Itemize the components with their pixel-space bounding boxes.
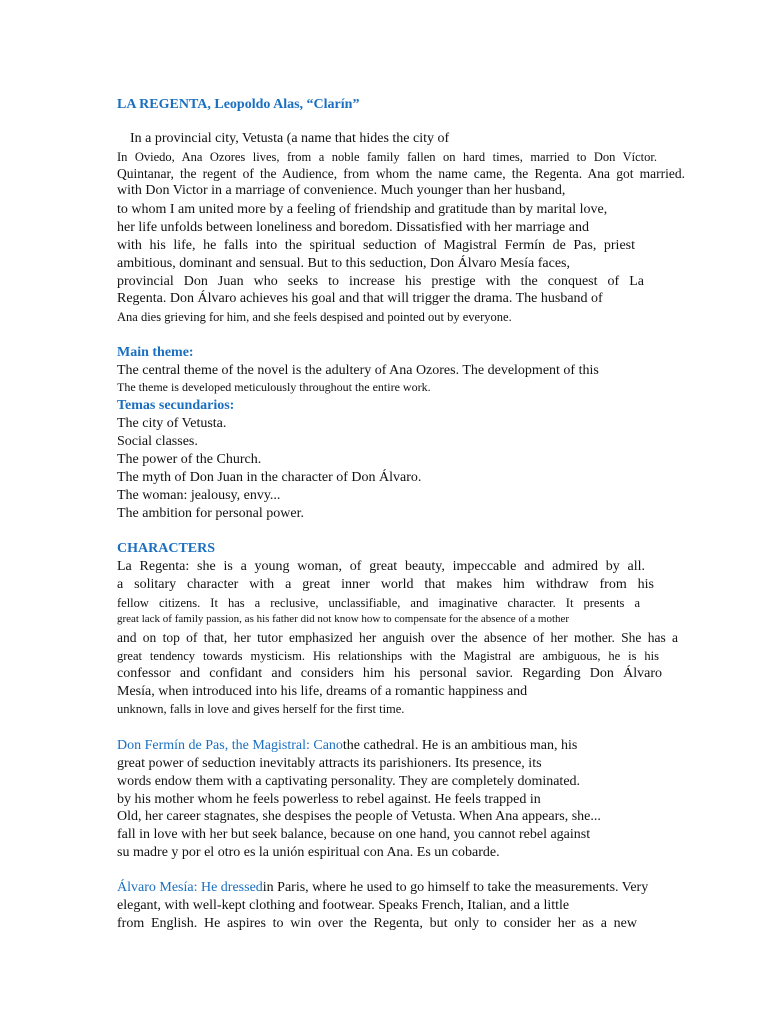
intro-line: provincial Don Juan who seeks to increase his prestige with the conquest of La (117, 274, 644, 289)
secondary-theme-item: The ambition for personal power. (117, 506, 305, 521)
secondary-theme-item: The myth of Don Juan in the character of Don Álvaro. (117, 470, 422, 485)
fermin-line: by his mother whom he feels powerless to rebel against. He feels trapped in (117, 792, 541, 807)
secondary-theme-item: The power of the Church. (117, 452, 262, 467)
secondary-theme-item: The city of Vetusta. (117, 416, 227, 431)
intro-line: Quintanar, the regent of the Audience, from whom the name came, the Regenta. Ana got married. (117, 166, 685, 181)
characters-line: unknown, falls in love and gives herself for the first time. (117, 702, 405, 716)
intro-line: with his life, he falls into the spiritual seduction of Magistral Fermín de Pas, priest (117, 238, 635, 253)
characters-line: fellow citizens. It has a reclusive, unclassifiable, and imaginative character. It presents a (117, 596, 640, 610)
secondary-theme-item: Social classes. (117, 434, 198, 449)
characters-line: Mesía, when introduced into his life, dreams of a romantic happiness and (117, 684, 528, 699)
fermin-line: great power of seduction inevitably attracts its parishioners. Its presence, its (117, 756, 542, 771)
main-theme-heading: Main theme: (117, 345, 194, 360)
characters-line: La Regenta: she is a young woman, of great beauty, impeccable and admired by all. (117, 559, 645, 574)
document-title: LA REGENTA, Leopoldo Alas, “Clarín” (117, 97, 360, 112)
characters-line: great lack of family passion, as his father did not know how to compensate for the absence of a mother (117, 613, 570, 625)
alvaro-line: elegant, with well-kept clothing and footwear. Speaks French, Italian, and a little (117, 898, 570, 913)
alvaro-first-line (117, 881, 648, 895)
alvaro-line: from English. He aspires to win over the Regenta, but only to consider her as a new (117, 916, 637, 931)
fermin-line: Old, her career stagnates, she despises the people of Vetusta. When Ana appears, she... (117, 809, 601, 824)
fermin-line: fall in love with her but seek balance, because on one hand, you cannot rebel against (117, 827, 591, 842)
fermin-text: the cathedral. He is an ambitious man, his (342, 738, 578, 753)
intro-line: ambitious, dominant and sensual. But to this seduction, Don Álvaro Mesía faces, (117, 256, 570, 271)
fermin-line: su madre y por el otro es la unión espiritual con Ana. Es un cobarde. (117, 845, 500, 860)
alvaro-text: in Paris, where he used to go himself to take the measurements. Very (262, 880, 649, 895)
characters-line: great tendency towards mysticism. His relationships with the Magistral are ambiguous, he is his (117, 649, 659, 663)
intro-line: her life unfolds between loneliness and boredom. Dissatisfied with her marriage and (117, 220, 589, 235)
intro-line: In a provincial city, Vetusta (a name that hides the city of (130, 131, 450, 146)
secondary-themes-heading: Temas secundarios: (117, 398, 235, 413)
intro-line: to whom I am united more by a feeling of friendship and gratitude than by marital love, (117, 202, 608, 217)
main-theme-line: The central theme of the novel is the adultery of Ana Ozores. The development of this (117, 363, 599, 378)
characters-heading: CHARACTERS (117, 541, 216, 556)
fermin-label: Don Fermín de Pas, the Magistral: Cano (117, 738, 343, 753)
main-theme-line: The theme is developed meticulously throughout the entire work. (117, 380, 431, 394)
intro-line: Regenta. Don Álvaro achieves his goal and that will trigger the drama. The husband of (117, 291, 603, 306)
alvaro-label: Álvaro Mesía: He dressed (117, 880, 263, 895)
secondary-theme-item: The woman: jealousy, envy... (117, 488, 281, 503)
fermin-line: words endow them with a captivating personality. They are completely dominated. (117, 774, 581, 789)
characters-line: confessor and confidant and considers him his personal savior. Regarding Don Álvaro (117, 666, 662, 681)
intro-line: In Oviedo, Ana Ozores lives, from a noble family fallen on hard times, married to Don Víctor. (117, 150, 657, 164)
fermin-first-line (117, 739, 577, 753)
intro-line: Ana dies grieving for him, and she feels despised and pointed out by everyone. (117, 310, 512, 324)
characters-line: and on top of that, her tutor emphasized her anguish over the absence of her mother. She has a (117, 630, 678, 645)
characters-line: a solitary character with a great inner world that makes him withdraw from his (117, 577, 654, 592)
intro-line: with Don Victor in a marriage of convenience. Much younger than her husband, (117, 183, 566, 198)
